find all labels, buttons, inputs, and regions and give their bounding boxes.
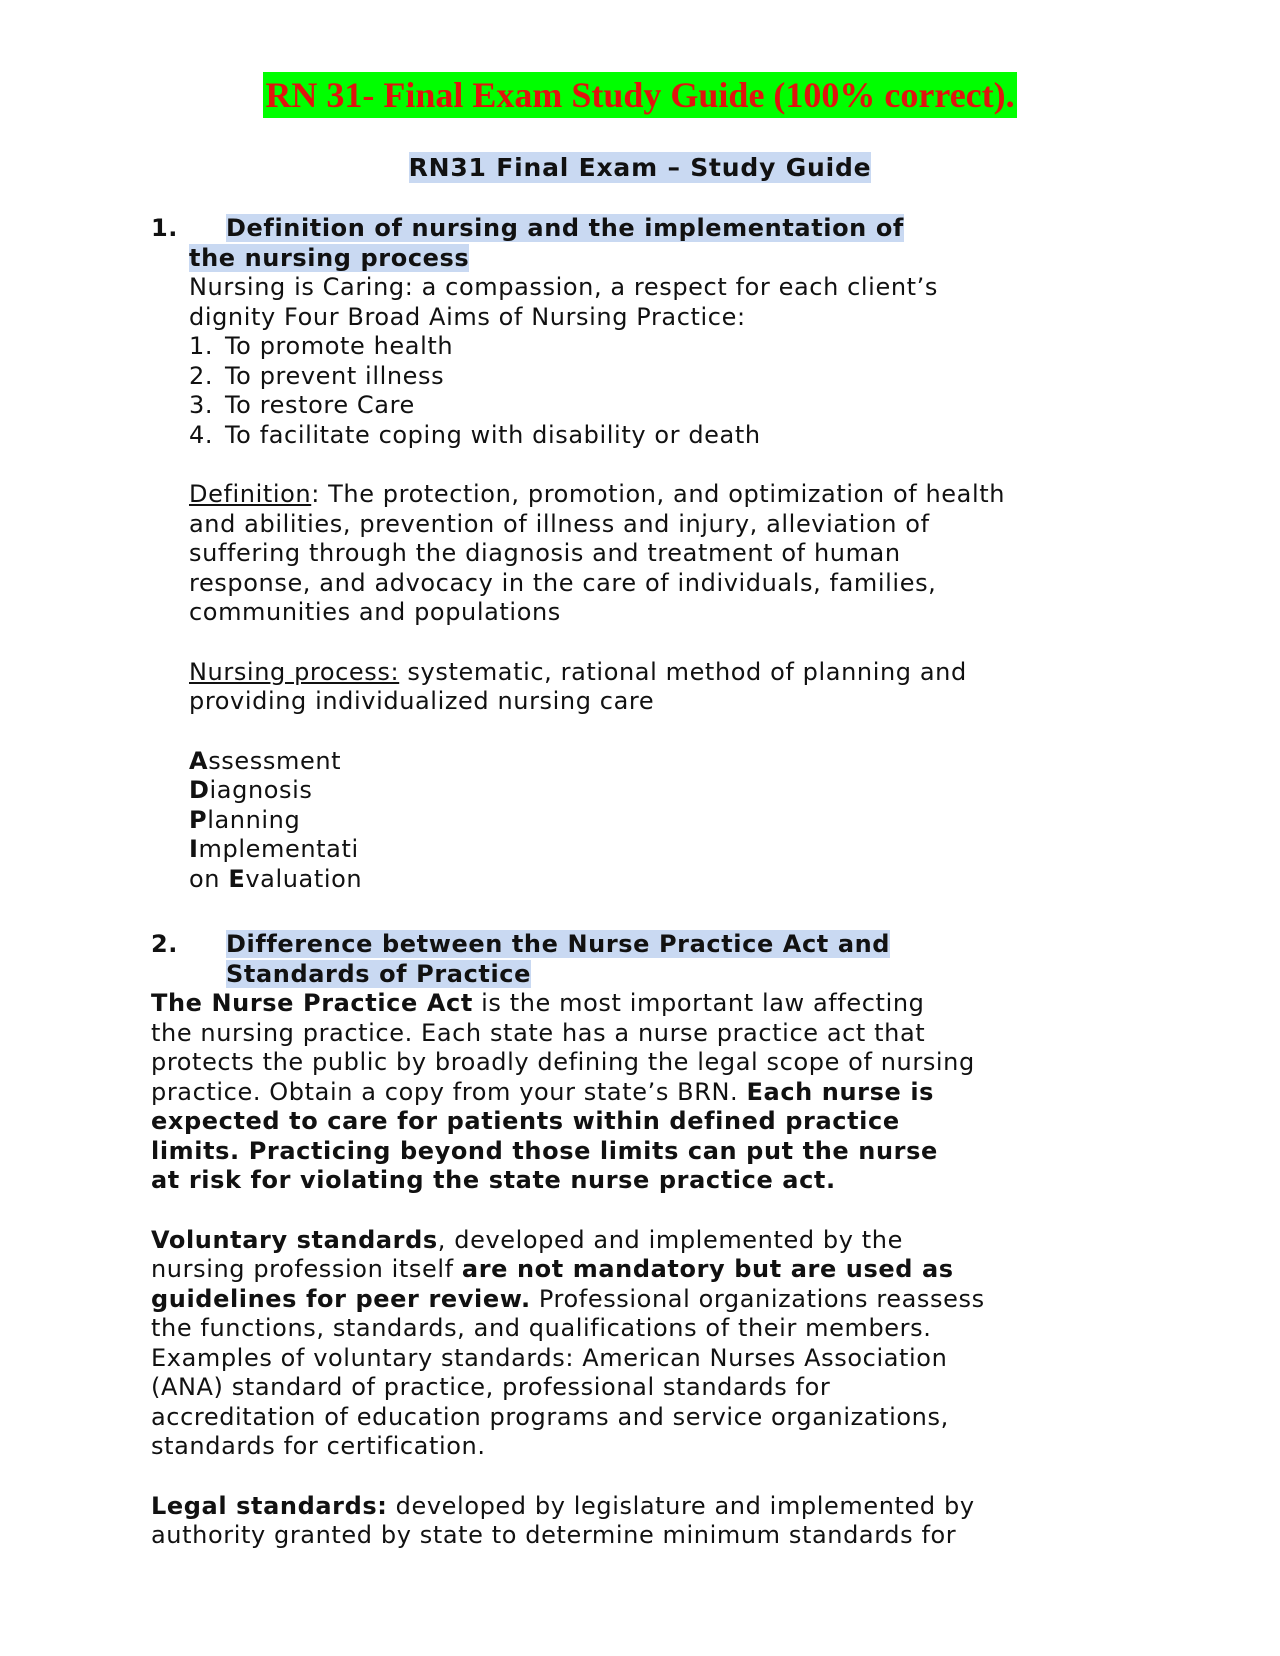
section-2-body <box>151 989 1151 1551</box>
section-2-number: 2. <box>151 930 179 958</box>
npa-line-6: limits. Practicing beyond those limits can put the nurse <box>151 1136 938 1165</box>
list-item: 1. To promote health <box>189 332 454 360</box>
definition-line-2: and abilities, prevention of illness and injury, alleviation of <box>189 509 930 538</box>
voluntary-line-8: standards for certification. <box>151 1432 486 1460</box>
definition-line-5: communities and populations <box>189 598 561 626</box>
document-subtitle: RN31 Final Exam – Study Guide <box>408 153 872 182</box>
adpie-assessment: Assessment <box>189 746 342 775</box>
adpie-implementation: Implementati <box>189 835 359 863</box>
npa-line-4: practice. Obtain a copy from your state’s BRN. Each nurse is <box>151 1077 935 1106</box>
section-2-heading-line-2: Standards of Practice <box>226 959 532 988</box>
npa-line-3: protects the public by broadly defining the legal scope of nursing <box>151 1048 975 1076</box>
voluntary-line-4: the functions, standards, and qualifications of their members. <box>151 1314 932 1342</box>
definition-line-4: response, and advocacy in the care of individuals, families, <box>189 568 937 597</box>
npa-line-5: expected to care for patients within defined practice <box>151 1107 900 1135</box>
npa-line-2: the nursing practice. Each state has a nurse practice act that <box>151 1018 926 1047</box>
section-1-heading-line-2: the nursing process <box>189 243 470 272</box>
adpie-evaluation: on Evaluation <box>189 864 363 893</box>
definition-line-1: Definition: The protection, promotion, and optimization of health <box>189 480 1006 508</box>
list-item: 3. To restore Care <box>189 391 415 419</box>
process-line-1: Nursing process: systematic, rational method of planning and <box>189 657 967 686</box>
section-1-intro-line-2: dignity Four Broad Aims of Nursing Practice: <box>189 302 746 331</box>
section-1-intro-line-1: Nursing is Caring: a compassion, a respect for each client’s <box>189 273 938 301</box>
section-2-heading-line-1: Difference between the Nurse Practice Act and <box>226 930 891 958</box>
section-1 <box>189 214 1149 894</box>
definition-line-3: suffering through the diagnosis and treatment of human <box>189 539 901 567</box>
voluntary-line-3: guidelines for peer review. Professional organizations reassess <box>151 1284 985 1313</box>
voluntary-line-7: accreditation of education programs and service organizations, <box>151 1402 949 1431</box>
section-2-heading <box>226 930 1166 989</box>
npa-line-1: The Nurse Practice Act is the most important law affecting <box>151 989 925 1017</box>
adpie-diagnosis: Diagnosis <box>189 776 313 804</box>
voluntary-line-2: nursing profession itself are not mandatory but are used as <box>151 1255 954 1283</box>
list-item: 2. To prevent illness <box>189 361 445 390</box>
voluntary-line-5: Examples of voluntary standards: American Nurses Association <box>151 1343 948 1372</box>
voluntary-line-1: Voluntary standards, developed and implemented by the <box>151 1225 903 1254</box>
subtitle-row <box>0 152 1280 184</box>
npa-line-7: at risk for violating the state nurse practice act. <box>151 1166 836 1194</box>
title-row <box>0 72 1280 118</box>
legal-line-2: authority granted by state to determine minimum standards for <box>151 1521 957 1549</box>
section-1-heading-line-1: Definition of nursing and the implementation of <box>226 214 904 242</box>
voluntary-line-6: (ANA) standard of practice, professional standards for <box>151 1373 831 1401</box>
adpie-planning: Planning <box>189 805 301 834</box>
document-title: RN 31- Final Exam Study Guide (100% correct). <box>263 72 1016 118</box>
legal-line-1: Legal standards: developed by legislature and implemented by <box>151 1491 975 1520</box>
list-item: 4. To facilitate coping with disability or death <box>189 420 761 449</box>
aims-list <box>189 332 1149 450</box>
process-line-2: providing individualized nursing care <box>189 687 655 715</box>
section-1-number: 1. <box>151 214 179 242</box>
